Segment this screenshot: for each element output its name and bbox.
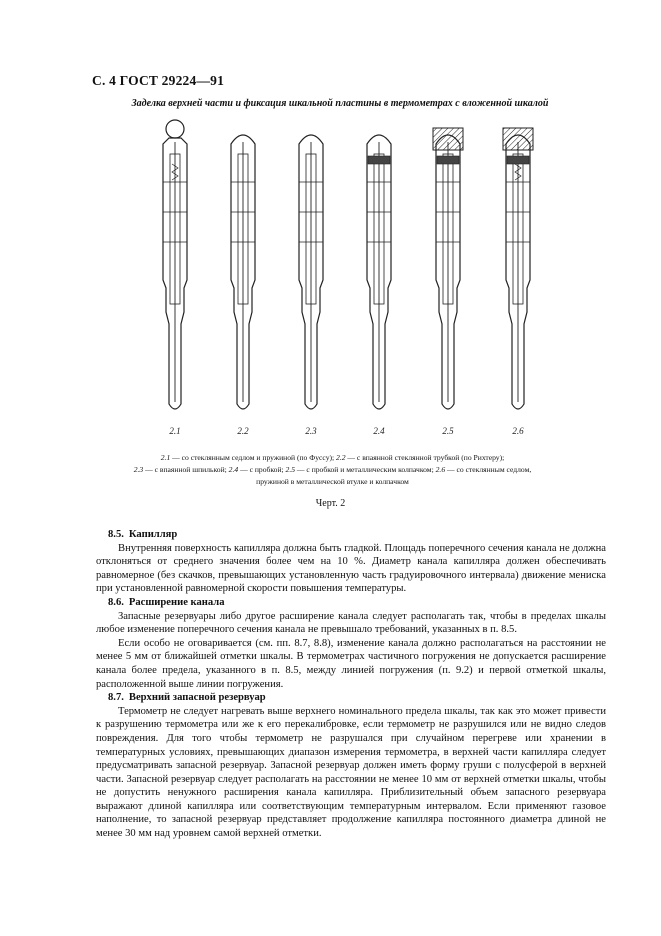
figure-title: Заделка верхней части и фиксация шкальной пластины в термометрах с вложенной шкалой — [131, 98, 549, 109]
glass-knob — [166, 120, 184, 138]
body-text — [96, 528, 606, 841]
thermometer-drawings — [130, 112, 550, 442]
caption-line — [60, 452, 605, 464]
section-heading — [96, 596, 606, 610]
caption-text: — с пробкой и металлическим колпачком; — [295, 465, 436, 474]
caption-variant-number: 2.6 — [435, 465, 446, 474]
caption-variant-number: 2.1 — [160, 453, 171, 462]
paragraph: Если особо не оговаривается (см. пп. 8.7, 8.8), изменение канала должно располагаться на расстоянии не менее 5 мм от ближайшей отметки шкалы. В термометрах частичного погружения не допускается расширение канала более предела, указанного в п. 8.5, между линией погружения (п. 9.2) и первой отметкой шкалы, расположенной выше линии погружения. — [96, 637, 606, 690]
caption-text: — со стеклянным седлом, — [445, 465, 532, 474]
caption-variant-number: 2.4 — [228, 465, 239, 474]
paragraph: Термометр не следует нагревать выше верхнего номинального предела шкалы, так как это может привести к разрушению термометра или же к его перекалибровке, если термометр не разрушился или не видно следов повреждения. Для того чтобы термометр не разрушался при случайном перегреве или хранении в температурных условиях, превышающих диапазон измерения термометра, в верхней части капилляра следует предусматривать запасной резервуар. Запасной резервуар должен иметь форму груши с полусферой в верхней части. Запасной резервуар следует располагать на расстоянии не менее 10 мм от верхней отметки шкалы, чтобы не допустить ненужного расширения канала капилляра. Приблизительный объем запасного резервуара выражают длиной капилляра или соответствующим температурным интервалом. Если применяют газовое наполнение, то запасной резервуар представляет продолжение капилляра постоянного диаметра длиной не менее 30 мм над уровнем самой верхней отметки. — [96, 705, 606, 840]
section-heading — [96, 691, 606, 705]
section-number: 8.7. — [108, 692, 124, 704]
caption-text: — с пробкой; — [238, 465, 286, 474]
section-title: Капилляр — [128, 529, 178, 540]
caption-text: — с впаянной шпилькой; — [143, 465, 229, 474]
variant-label: 2.3 — [305, 426, 317, 436]
stopper — [507, 156, 529, 164]
variant-label: 2.5 — [442, 426, 454, 436]
section-heading — [96, 528, 606, 542]
caption-text: — с впаянной стеклянной трубкой (по Рихтеру); — [345, 453, 505, 462]
caption-variant-number: 2.5 — [285, 465, 296, 474]
figure-number: Черт. 2 — [315, 498, 346, 509]
section-number: 8.5. — [108, 529, 124, 540]
section-title: Верхний запасной резервуар — [128, 692, 266, 704]
caption-line — [60, 464, 605, 476]
variant-label: 2.2 — [237, 426, 249, 436]
caption-variant-number: 2.3 — [133, 465, 144, 474]
figure-caption — [60, 452, 605, 488]
caption-line — [60, 476, 605, 488]
variant-label: 2.6 — [512, 426, 524, 436]
caption-variant-number: 2.2 — [336, 453, 346, 462]
stopper — [437, 156, 459, 164]
page-header: С. 4 ГОСТ 29224—91 — [92, 73, 225, 88]
section-number: 8.6. — [108, 596, 124, 608]
caption-text: — со стеклянным седлом и пружиной (по Фуссу); — [170, 453, 337, 462]
paragraph: Внутренняя поверхность капилляра должна быть гладкой. Площадь поперечного сечения канала не должна отклоняться от среднего значения более чем на 10 %. Диаметр канала капилляра должен обеспечивать равномерное (без скачков, превышающих установленную часть градуировочного интервала) движение мениска при установленной равномерной скорости повышения температуры. — [96, 542, 606, 595]
variant-label: 2.4 — [373, 426, 385, 436]
section-title: Расширение канала — [128, 596, 225, 608]
variant-label: 2.1 — [169, 426, 181, 436]
stopper — [368, 156, 390, 164]
paragraph: Запасные резервуары либо другое расширение канала следует располагать так, чтобы в пределах шкалы любое изменение поперечного сечения канала не превышало требований, указанных в п. 8.5. — [96, 610, 606, 636]
caption-text: пружиной в металлической втулке и колпачком — [256, 477, 409, 486]
thermometer-figure — [130, 112, 550, 442]
